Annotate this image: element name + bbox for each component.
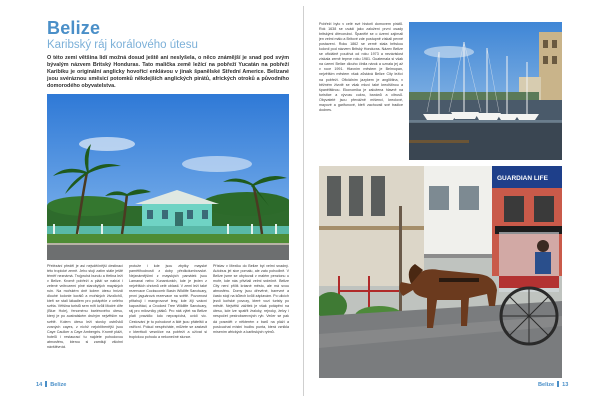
gutter bbox=[303, 6, 304, 396]
body-column-right: Pobřeží bylo v celé své historii domovem pirátů. Rok 1638 se uvádí jako založení první osady britskými dřevorubci. Španělé se o území zajímali jen velmi málo a Britové zde postupně získali pevné postavení. Roku 1862 se země stala britskou kolonií pod názvem Britský Honduras. Název Belize se oficiálně používá od roku 1973 a nezávislost získala země teprve roku 1981. Guatemala si však na území Belize dlouho činila nárok a uznala jej až v roce 1991. Hlavním městem je Belmopan, největším městem však zůstává Belize City ležící na pobřeží. Oficiálním jazykem je angličtina, v běžném životě se však mluví také kreolštinou a španělštinou. Ekonomika je založena hlavně na turistice a vývozu cukru, banánů a citrusů. Obyvatelé jsou převážně míšenci, kreolové, mayové a garifunové, kteří zachovali své tradice dodnes. bbox=[319, 22, 403, 112]
folio-label-left: Belize bbox=[50, 382, 67, 388]
street-sign: GUARDIAN LIFE bbox=[497, 175, 548, 182]
body-column-2: protože i kde jsou zbytky mayské pamětihodnosti z doby předkolumbovské. Nejznámějšími z mayských památek jsou Lamanai nebo Xunantunich, kde je jeden z největších chrámů celé oblasti. V zemi leží také rezervace Cockscomb Basin Wildlife Sanctuary, první jaguárová rezervace na světě. Pozornost přitahují i mangrovové lesy, kde žijí vzácní kapustňáci, a Crooked Tree Wildlife Sanctuary, ráj pro milovníky ptáků. Pro náš výlet na Belize platí pravidlo: kdo nepospíchá, uvidí víc. Cestování je tu pohodové a lidé jsou přátelští a vstřícní. Pokud nespěcháte, můžete se zastavit v kterékoli vesničce na pobřeží a užívat si tropickou pohodu a nekonečné slunce. bbox=[129, 264, 207, 339]
photo-horse-carriage bbox=[319, 166, 562, 378]
photo-colonial-house bbox=[47, 94, 289, 260]
page-number-left: 14 bbox=[36, 382, 43, 388]
body-column-1: Přelézání předěl je asi nejvděčnější destinací této tropické země. Jeho stojí zatím stále ještě téměř neznámá. Trojpruhá bundu a třetina leží v Belize. Kromě pobřeží a pláží se nabízí i zelené vnitrozemí plné starobylých mayských ruin. Na mořském dně kolem útesu hnízdí dlouhé kolonie korálů a mořských živočichů, kteří se stali lákadlem pro potápěče z celého světa. Většina turistů sem míří kvůli Modré díře (Blue Hole), fenoménu bariérového útesu, který je po australském druhým největším na světě. Kolem útesu leží stovky ostrůvků zvaných cayes, z nichž nejoblíbenější jsou Caye Caulker a Caye Ambergris. Kromě pláží, hotelů i restaurací tu najdete pohodovou atmosféru, kterou si zamilují všichni návštěvníci. bbox=[47, 264, 123, 349]
folio-left bbox=[36, 381, 66, 388]
page-number-right: 13 bbox=[562, 382, 569, 388]
body-column-3: Přístav v Mexiku do Belize byl velmi snadný. Autobus jel sice pomalu, ale zato pohodlně. V Belize jsme se ubytovali v malém penzionu u moře, kde nás přivítali velmi srdečně. Belize City není příliš krásné město, ale má svou atmosféru. Domy jsou dřevěné, barevné a často stojí na kůlech kvůli záplavám. Po ulicích jezdí koňské povozy, které vozí turisty po městě. Největší zážitek je však potápění na útesu, kde lze spatřit žraloky, rejnoky, želvy i nespočet pestrobarevných ryb. Večer se pak dá posedět v některém z barů na pláži a poslouchat místní hudbu punta, která vznikla mísením afrických a karibských rytmů. bbox=[213, 264, 289, 334]
lead-paragraph: O této zemi většina lidí možná dosud ještě ani neslyšela, o něco známější je snad pod svým bývalým názvem Britský Honduras. Tato malička země ležící na pobřeží Yucatán na pobřeží Karibiku je originální anglicky hovořící enklávou v jinak španělské Střední Americe. Belizané jsou svéráznou směsicí potomků někdejších anglických pirátů, afrických otroků a původního domorodého obyvatelstva. bbox=[47, 55, 289, 90]
article-title: Belize bbox=[47, 18, 101, 38]
folio-label-right: Belize bbox=[538, 382, 555, 388]
article-subtitle: Karibský ráj korálového útesu bbox=[47, 39, 198, 51]
photo-harbor-boats bbox=[409, 22, 562, 160]
folio-right bbox=[538, 381, 568, 388]
